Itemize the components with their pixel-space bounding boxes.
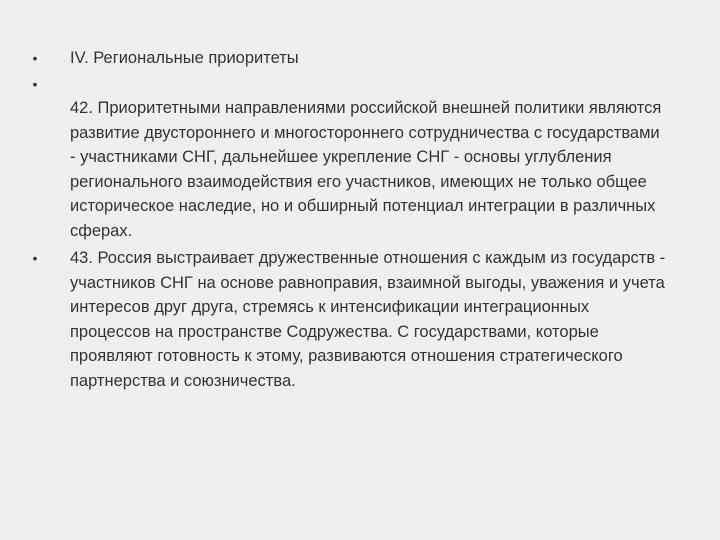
bullet-dot-icon: • [32,50,38,66]
paragraph-43-text: 43. Россия выстраивает дружественные отношения с каждым из государств - участников СНГ на основе равноправия, взаимной выгоды, уважения и учета интересов друг друга, стремясь к интенсификации интеграционных процессов на пространстве Содружества. С государствами, которые проявляют готовность к этому, развиваются отношения стратегического партнерства и союзничества. [70,249,666,390]
paragraph-42-text: 42. Приоритетными направлениями российской внешней политики являются развитие двустороннего и многостороннего сотрудничества с государствами - участниками СНГ, дальнейшее укрепление СНГ - основы углубления регионального взаимодействия его участников, имеющих не только общее историческое наследие, но и обширный потенциал интеграции в различных сферах. [70,99,662,240]
bullet-item-paragraph-43 [28,246,668,393]
bullet-item-paragraph-42 [28,96,668,243]
bullet-item-heading [28,46,668,71]
heading-text: IV. Региональные приоритеты [70,49,299,67]
bullet-dot-icon: • [32,250,38,266]
bullet-list [28,46,668,393]
bullet-item-empty [28,72,668,97]
bullet-dot-icon: • [32,75,38,92]
